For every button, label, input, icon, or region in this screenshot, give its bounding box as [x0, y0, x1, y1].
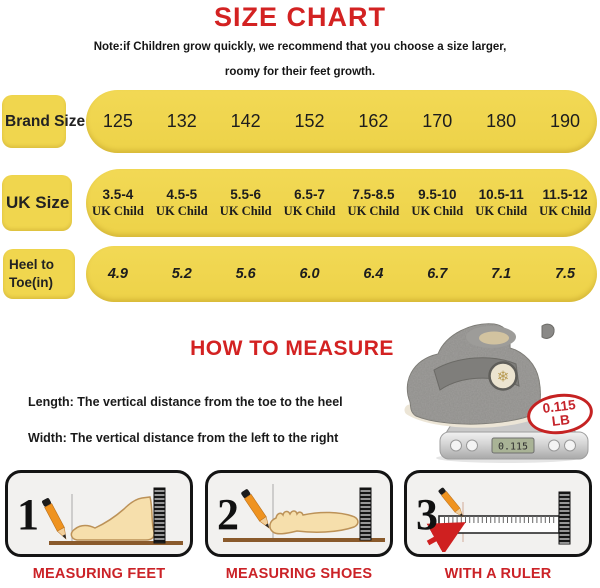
shoe-on-scale-photo [396, 310, 594, 468]
heel-toe-row [86, 246, 597, 302]
pencil-icon [438, 487, 466, 519]
uk-size-value: 4.5-5 UK Child [155, 187, 208, 218]
brand-size-value: 180 [486, 111, 517, 131]
scale-button [549, 440, 560, 451]
heel-toe-value: 6.4 [363, 266, 384, 282]
note-line-1: Note:if Children grow quickly, we recommend that you choose a size larger, [93, 41, 507, 53]
uk-size-value: 10.5-11 UK Child [475, 187, 528, 218]
step-panel-measuring-shoes [205, 470, 393, 557]
uk-size-value: 5.5-6 UK Child [219, 187, 272, 218]
brand-size-value: 162 [358, 111, 389, 131]
brand-size-value: 142 [230, 111, 261, 131]
scale-button [451, 440, 462, 451]
brand-size-value: 190 [550, 111, 581, 131]
pencil-icon [241, 488, 273, 530]
heel-toe-value: 6.0 [299, 266, 320, 282]
heel-toe-value: 7.5 [554, 266, 576, 282]
pencil-icon [41, 497, 69, 540]
uk-size-label: UK Size [2, 175, 72, 231]
wall-icon [154, 488, 165, 543]
brand-size-label: Brand Size [2, 95, 66, 148]
step-panel-with-a-ruler [404, 470, 592, 557]
heel-toe-value: 7.1 [491, 266, 512, 282]
scale-button [565, 440, 576, 451]
page-title: SIZE CHART [214, 2, 386, 32]
weight-value: 0.115 [541, 396, 577, 416]
heel-toe-value: 5.6 [235, 266, 256, 282]
brand-size-value: 132 [166, 111, 197, 131]
caption-measuring-feet: MEASURING FEET [32, 566, 166, 582]
snowflake-icon: ❄ [496, 368, 510, 386]
brand-size-value: 170 [422, 111, 453, 131]
weight-unit: LB [550, 411, 571, 429]
width-instruction: Width: The vertical distance from the left to the right [28, 431, 339, 445]
how-to-measure-title: HOW TO MEASURE [190, 337, 394, 360]
step-number: 3 [416, 490, 438, 539]
heel-toe-label: Heel to Toe(in) [3, 249, 75, 299]
step-panel-measuring-feet [5, 470, 193, 557]
heel-toe-value: 5.2 [171, 266, 192, 282]
wall-icon [360, 488, 371, 540]
uk-size-value: 3.5-4 UK Child [92, 187, 144, 218]
shoe-sole-illustration [270, 511, 358, 534]
uk-size-row [86, 169, 597, 237]
scale-button [467, 440, 478, 451]
foot-illustration [71, 497, 154, 540]
step-number: 2 [217, 490, 239, 539]
step-number: 1 [17, 490, 39, 539]
caption-with-a-ruler: WITH A RULER [444, 566, 552, 582]
uk-size-value: 7.5-8.5 UK Child [347, 187, 400, 218]
caption-measuring-shoes: MEASURING SHOES [225, 566, 373, 582]
wall-icon [559, 492, 570, 544]
heel-toe-value: 4.9 [107, 266, 129, 282]
brand-size-value: 125 [102, 111, 133, 131]
brand-size-value: 152 [294, 111, 325, 131]
brand-size-row [86, 90, 597, 153]
length-instruction: Length: The vertical distance from the toe to the heel [28, 395, 343, 409]
uk-size-value: 9.5-10 UK Child [411, 187, 464, 218]
note-line-2: roomy for their feet growth. [224, 66, 376, 78]
uk-size-value: 6.5-7 UK Child [283, 187, 336, 218]
scale-display-value: 0.115 [497, 441, 529, 453]
uk-size-value: 11.5-12 UK Child [539, 187, 591, 218]
heel-toe-value: 6.7 [427, 266, 448, 282]
